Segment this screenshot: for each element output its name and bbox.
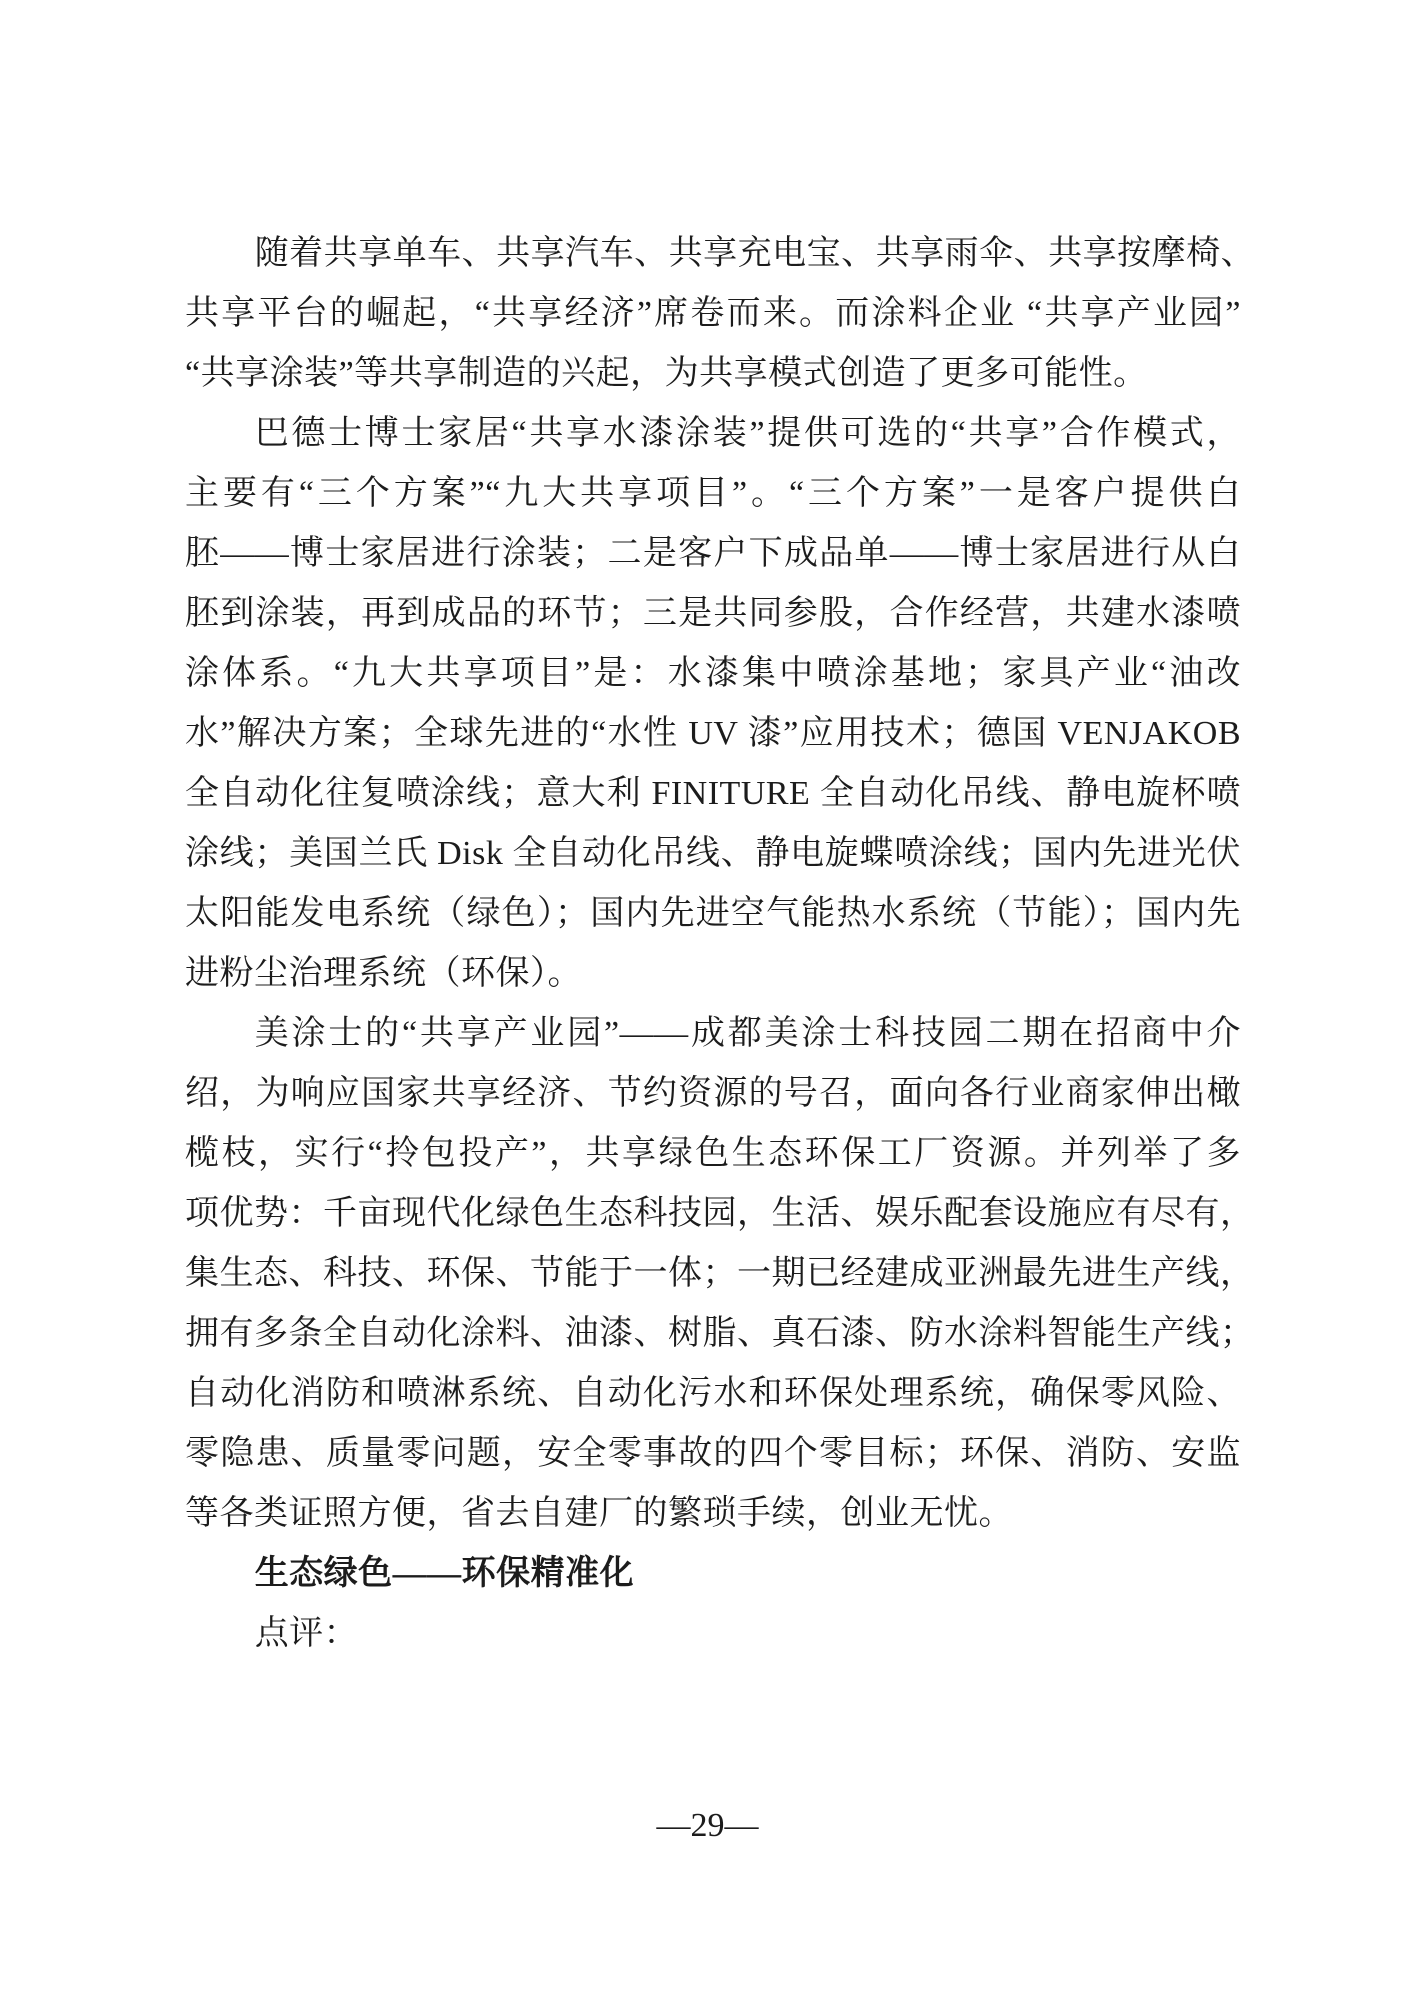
- text-line: 集生态、科技、环保、节能于一体；一期已经建成亚洲最先进生产线，: [185, 1255, 1255, 1292]
- text-line: 项优势：千亩现代化绿色生态科技园，生活、娱乐配套设施应有尽有，: [185, 1195, 1255, 1232]
- text-line: 进粉尘治理系统（环保）。: [185, 955, 582, 992]
- text-line: 拥有多条全自动化涂料、油漆、树脂、真石漆、防水涂料智能生产线；: [185, 1315, 1255, 1352]
- text-line: 零隐患、质量零问题，安全零事故的四个零目标；环保、消防、安监: [185, 1435, 1241, 1472]
- text-line: 巴德士博士家居“共享水漆涂装”提供可选的“共享”合作模式，: [254, 415, 1241, 452]
- section-heading: 生态绿色——环保精准化: [254, 1555, 635, 1592]
- text-line: 太阳能发电系统（绿色）；国内先进空气能热水系统（节能）；国内先: [185, 895, 1241, 932]
- text-line: 涂体系。“九大共享项目”是：水漆集中喷涂基地；家具产业“油改: [185, 655, 1241, 692]
- page-number: —29—: [656, 1807, 759, 1844]
- text-line: “共享涂装”等共享制造的兴起，为共享模式创造了更多可能性。: [185, 355, 1148, 392]
- text-line: 胚到涂装，再到成品的环节；三是共同参股，合作经营，共建水漆喷: [185, 595, 1241, 632]
- text-line: 随着共享单车、共享汽车、共享充电宝、共享雨伞、共享按摩椅、: [254, 235, 1256, 272]
- text-line: 自动化消防和喷淋系统、自动化污水和环保处理系统，确保零风险、: [185, 1375, 1241, 1412]
- text-line: 水”解决方案；全球先进的“水性 UV 漆”应用技术；德国 VENJAKOB: [185, 715, 1241, 752]
- text-line: 等各类证照方便，省去自建厂的繁琐手续，创业无忧。: [185, 1495, 1013, 1532]
- text-line: 涂线；美国兰氏 Disk 全自动化吊线、静电旋蝶喷涂线；国内先进光伏: [185, 835, 1241, 872]
- text-line: 胚——博士家居进行涂装；二是客户下成品单——博士家居进行从白: [185, 535, 1241, 572]
- text-line: 榄枝，实行“拎包投产”，共享绿色生态环保工厂资源。并列举了多: [185, 1135, 1241, 1172]
- text-line: 美涂士的“共享产业园”——成都美涂士科技园二期在招商中介: [254, 1015, 1241, 1052]
- text-line: 点评：: [254, 1615, 359, 1652]
- text-line: 主要有“三个方案”“九大共享项目”。“三个方案”一是客户提供白: [185, 475, 1241, 512]
- document-body: [185, 224, 1256, 1664]
- text-line: 绍，为响应国家共享经济、节约资源的号召，面向各行业商家伸出橄: [185, 1075, 1241, 1112]
- text-line: 全自动化往复喷涂线；意大利 FINITURE 全自动化吊线、静电旋杯喷: [185, 775, 1241, 812]
- text-line: 共享平台的崛起，“共享经济”席卷而来。而涂料企业 “共享产业园”: [185, 295, 1241, 332]
